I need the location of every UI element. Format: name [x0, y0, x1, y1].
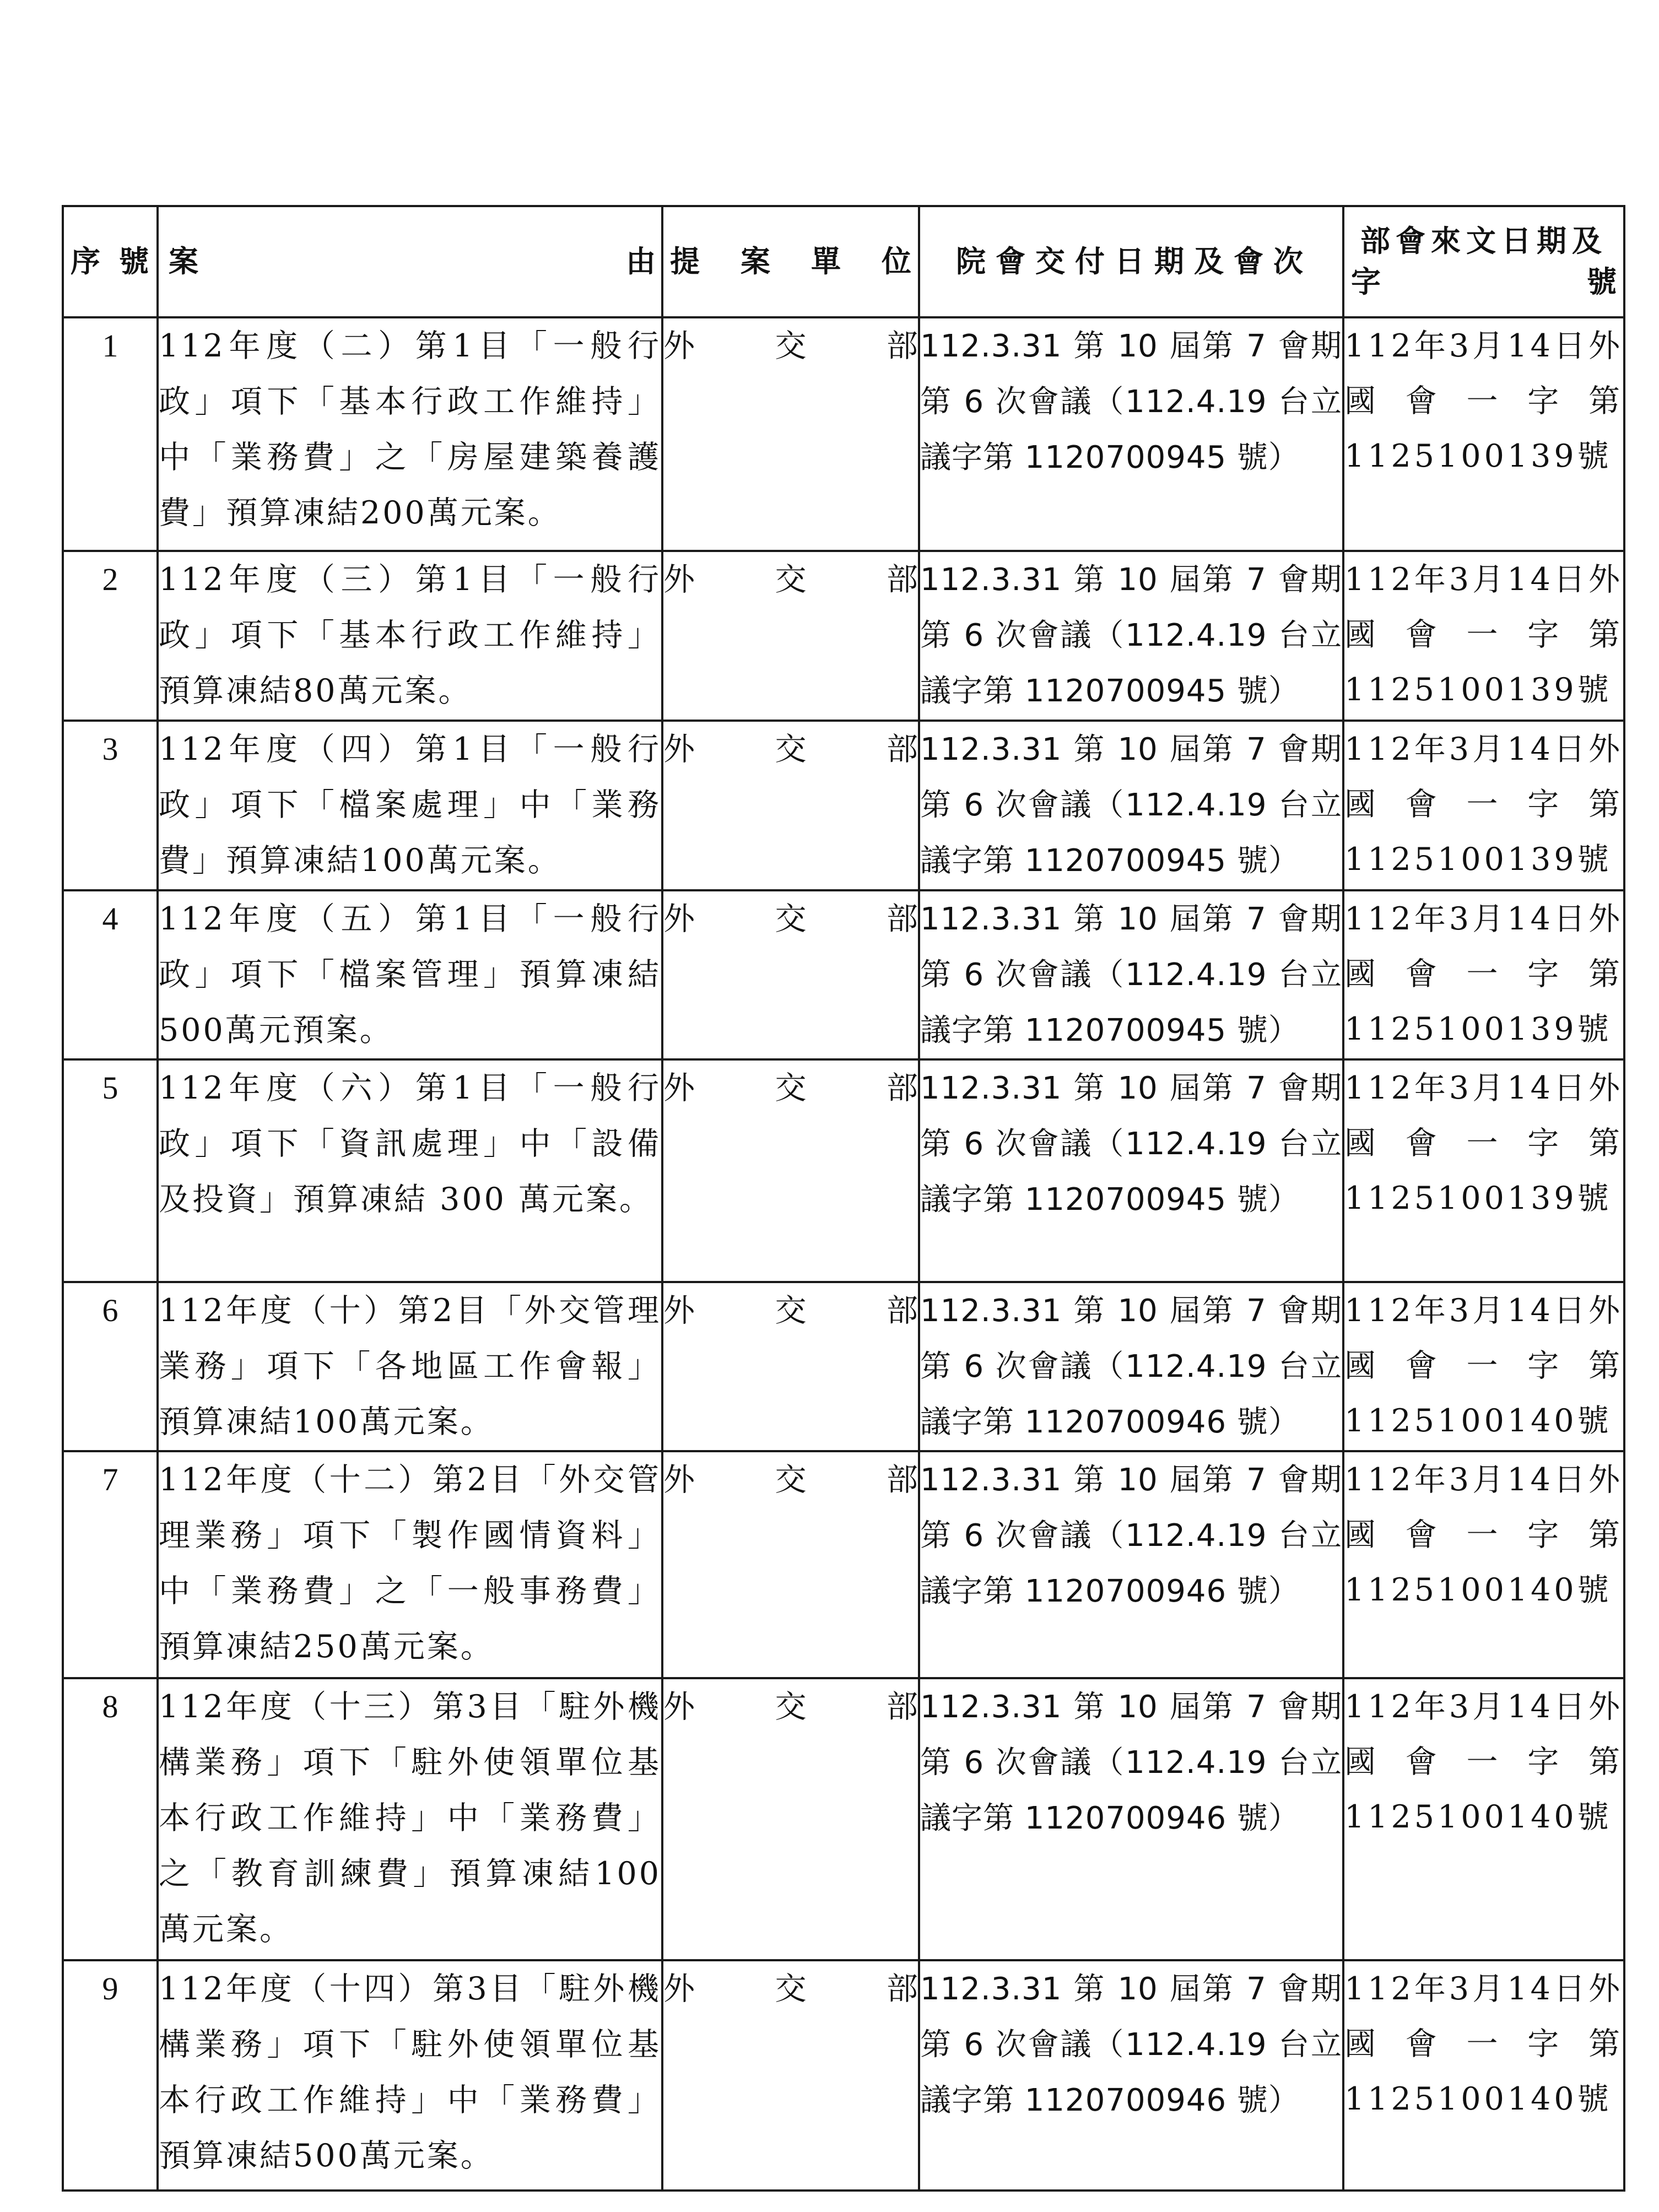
row-seq: 7 [63, 1451, 158, 1678]
row-seq: 5 [63, 1059, 158, 1282]
row-unit [662, 317, 919, 551]
table-row [63, 1960, 1624, 2191]
unit-char: 外 [663, 1462, 695, 1498]
unit-char: 部 [887, 1292, 918, 1329]
header-date-label: 院會交付日期及會次 [956, 244, 1313, 279]
table-row [63, 721, 1624, 890]
row-case: 112年度（四）第1目「一般行政」項下「檔案處理」中「業務費」預算凍結100萬元案。 [158, 721, 662, 890]
row-case: 112年度（二）第1目「一般行政」項下「基本行政工作維持」中「業務費」之「房屋建築養護費」預算凍結200萬元案。 [158, 317, 662, 551]
row-doc: 112年3月14日外國會一字第1125100140號 [1343, 1451, 1624, 1678]
unit-char: 外 [663, 731, 695, 767]
header-unit-char: 單 [811, 244, 841, 279]
row-date: 112.3.31 第 10 屆第 7 會期第 6 次會議（112.4.19 台立議字第 1120700945 號） [919, 890, 1343, 1059]
unit-char: 交 [775, 1292, 807, 1329]
row-seq: 8 [63, 1678, 158, 1960]
row-unit [662, 1678, 919, 1960]
table-row [63, 1678, 1624, 1960]
row-seq: 1 [63, 317, 158, 551]
header-seq-char: 號 [119, 244, 149, 279]
header-date [919, 206, 1343, 317]
unit-char: 部 [887, 1689, 918, 1725]
unit-char: 部 [887, 901, 918, 937]
header-unit-char: 提 [670, 244, 700, 279]
row-case: 112年度（十四）第3目「駐外機構業務」項下「駐外使領單位基本行政工作維持」中「業務費」預算凍結500萬元案。 [158, 1960, 662, 2191]
row-date: 112.3.31 第 10 屆第 7 會期第 6 次會議（112.4.19 台立議字第 1120700946 號） [919, 1960, 1343, 2191]
row-case: 112年度（五）第1目「一般行政」項下「檔案管理」預算凍結500萬元預案。 [158, 890, 662, 1059]
unit-char: 交 [775, 1971, 807, 2007]
row-seq: 6 [63, 1282, 158, 1451]
unit-char: 部 [887, 1070, 918, 1106]
row-unit [662, 551, 919, 721]
row-doc: 112年3月14日外國會一字第1125100140號 [1343, 1960, 1624, 2191]
budget-freeze-table [62, 205, 1625, 2192]
row-date: 112.3.31 第 10 屆第 7 會期第 6 次會議（112.4.19 台立議字第 1120700946 號） [919, 1678, 1343, 1960]
unit-char: 部 [887, 731, 918, 767]
unit-char: 交 [775, 901, 807, 937]
row-doc: 112年3月14日外國會一字第1125100139號 [1343, 1059, 1624, 1282]
header-doc-char: 號 [1587, 264, 1617, 299]
row-doc: 112年3月14日外國會一字第1125100140號 [1343, 1678, 1624, 1960]
row-unit [662, 1282, 919, 1451]
unit-char: 外 [663, 1292, 695, 1329]
header-doc-line1: 部會來文日期及 [1360, 224, 1607, 258]
unit-char: 部 [887, 1971, 918, 2007]
table-row [63, 890, 1624, 1059]
row-case: 112年度（三）第1目「一般行政」項下「基本行政工作維持」預算凍結80萬元案。 [158, 551, 662, 721]
unit-char: 交 [775, 731, 807, 767]
unit-char: 交 [775, 1462, 807, 1498]
row-seq: 3 [63, 721, 158, 890]
row-date: 112.3.31 第 10 屆第 7 會期第 6 次會議（112.4.19 台立議字第 1120700945 號） [919, 317, 1343, 551]
row-doc: 112年3月14日外國會一字第1125100139號 [1343, 890, 1624, 1059]
unit-char: 部 [887, 561, 918, 598]
unit-char: 外 [663, 1971, 695, 2007]
table-row [63, 1451, 1624, 1678]
row-case: 112年度（十三）第3目「駐外機構業務」項下「駐外使領單位基本行政工作維持」中「業務費」之「教育訓練費」預算凍結100萬元案。 [158, 1678, 662, 1960]
row-case: 112年度（十二）第2目「外交管理業務」項下「製作國情資料」中「業務費」之「一般事務費」預算凍結250萬元案。 [158, 1451, 662, 1678]
unit-char: 外 [663, 561, 695, 598]
header-unit-char: 案 [741, 244, 770, 279]
table-header-row [63, 206, 1624, 317]
row-case: 112年度（六）第1目「一般行政」項下「資訊處理」中「設備及投資」預算凍結 300 萬元案。 [158, 1059, 662, 1282]
row-date: 112.3.31 第 10 屆第 7 會期第 6 次會議（112.4.19 台立議字第 1120700946 號） [919, 1282, 1343, 1451]
header-seq-char: 序 [71, 244, 100, 279]
unit-char: 交 [775, 328, 807, 364]
header-seq [63, 206, 158, 317]
unit-char: 交 [775, 1070, 807, 1106]
row-doc: 112年3月14日外國會一字第1125100140號 [1343, 1282, 1624, 1451]
header-case-char: 案 [169, 244, 198, 279]
unit-char: 外 [663, 328, 695, 364]
header-doc [1343, 206, 1624, 317]
header-case [158, 206, 662, 317]
table-row [63, 1059, 1624, 1282]
row-unit [662, 1451, 919, 1678]
row-date: 112.3.31 第 10 屆第 7 會期第 6 次會議（112.4.19 台立議字第 1120700945 號） [919, 551, 1343, 721]
row-date: 112.3.31 第 10 屆第 7 會期第 6 次會議（112.4.19 台立議字第 1120700945 號） [919, 721, 1343, 890]
unit-char: 外 [663, 1689, 695, 1725]
row-doc: 112年3月14日外國會一字第1125100139號 [1343, 317, 1624, 551]
row-seq: 9 [63, 1960, 158, 2191]
header-case-char: 由 [626, 244, 656, 279]
header-unit-char: 位 [882, 244, 911, 279]
row-seq: 4 [63, 890, 158, 1059]
header-doc-char: 字 [1351, 264, 1381, 299]
header-unit [662, 206, 919, 317]
row-unit [662, 721, 919, 890]
row-date: 112.3.31 第 10 屆第 7 會期第 6 次會議（112.4.19 台立議字第 1120700945 號） [919, 1059, 1343, 1282]
row-doc: 112年3月14日外國會一字第1125100139號 [1343, 551, 1624, 721]
unit-char: 部 [887, 1462, 918, 1498]
unit-char: 交 [775, 1689, 807, 1725]
row-doc: 112年3月14日外國會一字第1125100139號 [1343, 721, 1624, 890]
unit-char: 交 [775, 561, 807, 598]
unit-char: 部 [887, 328, 918, 364]
table-row [63, 317, 1624, 551]
row-unit [662, 1059, 919, 1282]
table-row [63, 1282, 1624, 1451]
row-unit [662, 890, 919, 1059]
row-seq: 2 [63, 551, 158, 721]
row-unit [662, 1960, 919, 2191]
unit-char: 外 [663, 901, 695, 937]
table-row [63, 551, 1624, 721]
unit-char: 外 [663, 1070, 695, 1106]
row-case: 112年度（十）第2目「外交管理業務」項下「各地區工作會報」預算凍結100萬元案。 [158, 1282, 662, 1451]
row-date: 112.3.31 第 10 屆第 7 會期第 6 次會議（112.4.19 台立議字第 1120700946 號） [919, 1451, 1343, 1678]
